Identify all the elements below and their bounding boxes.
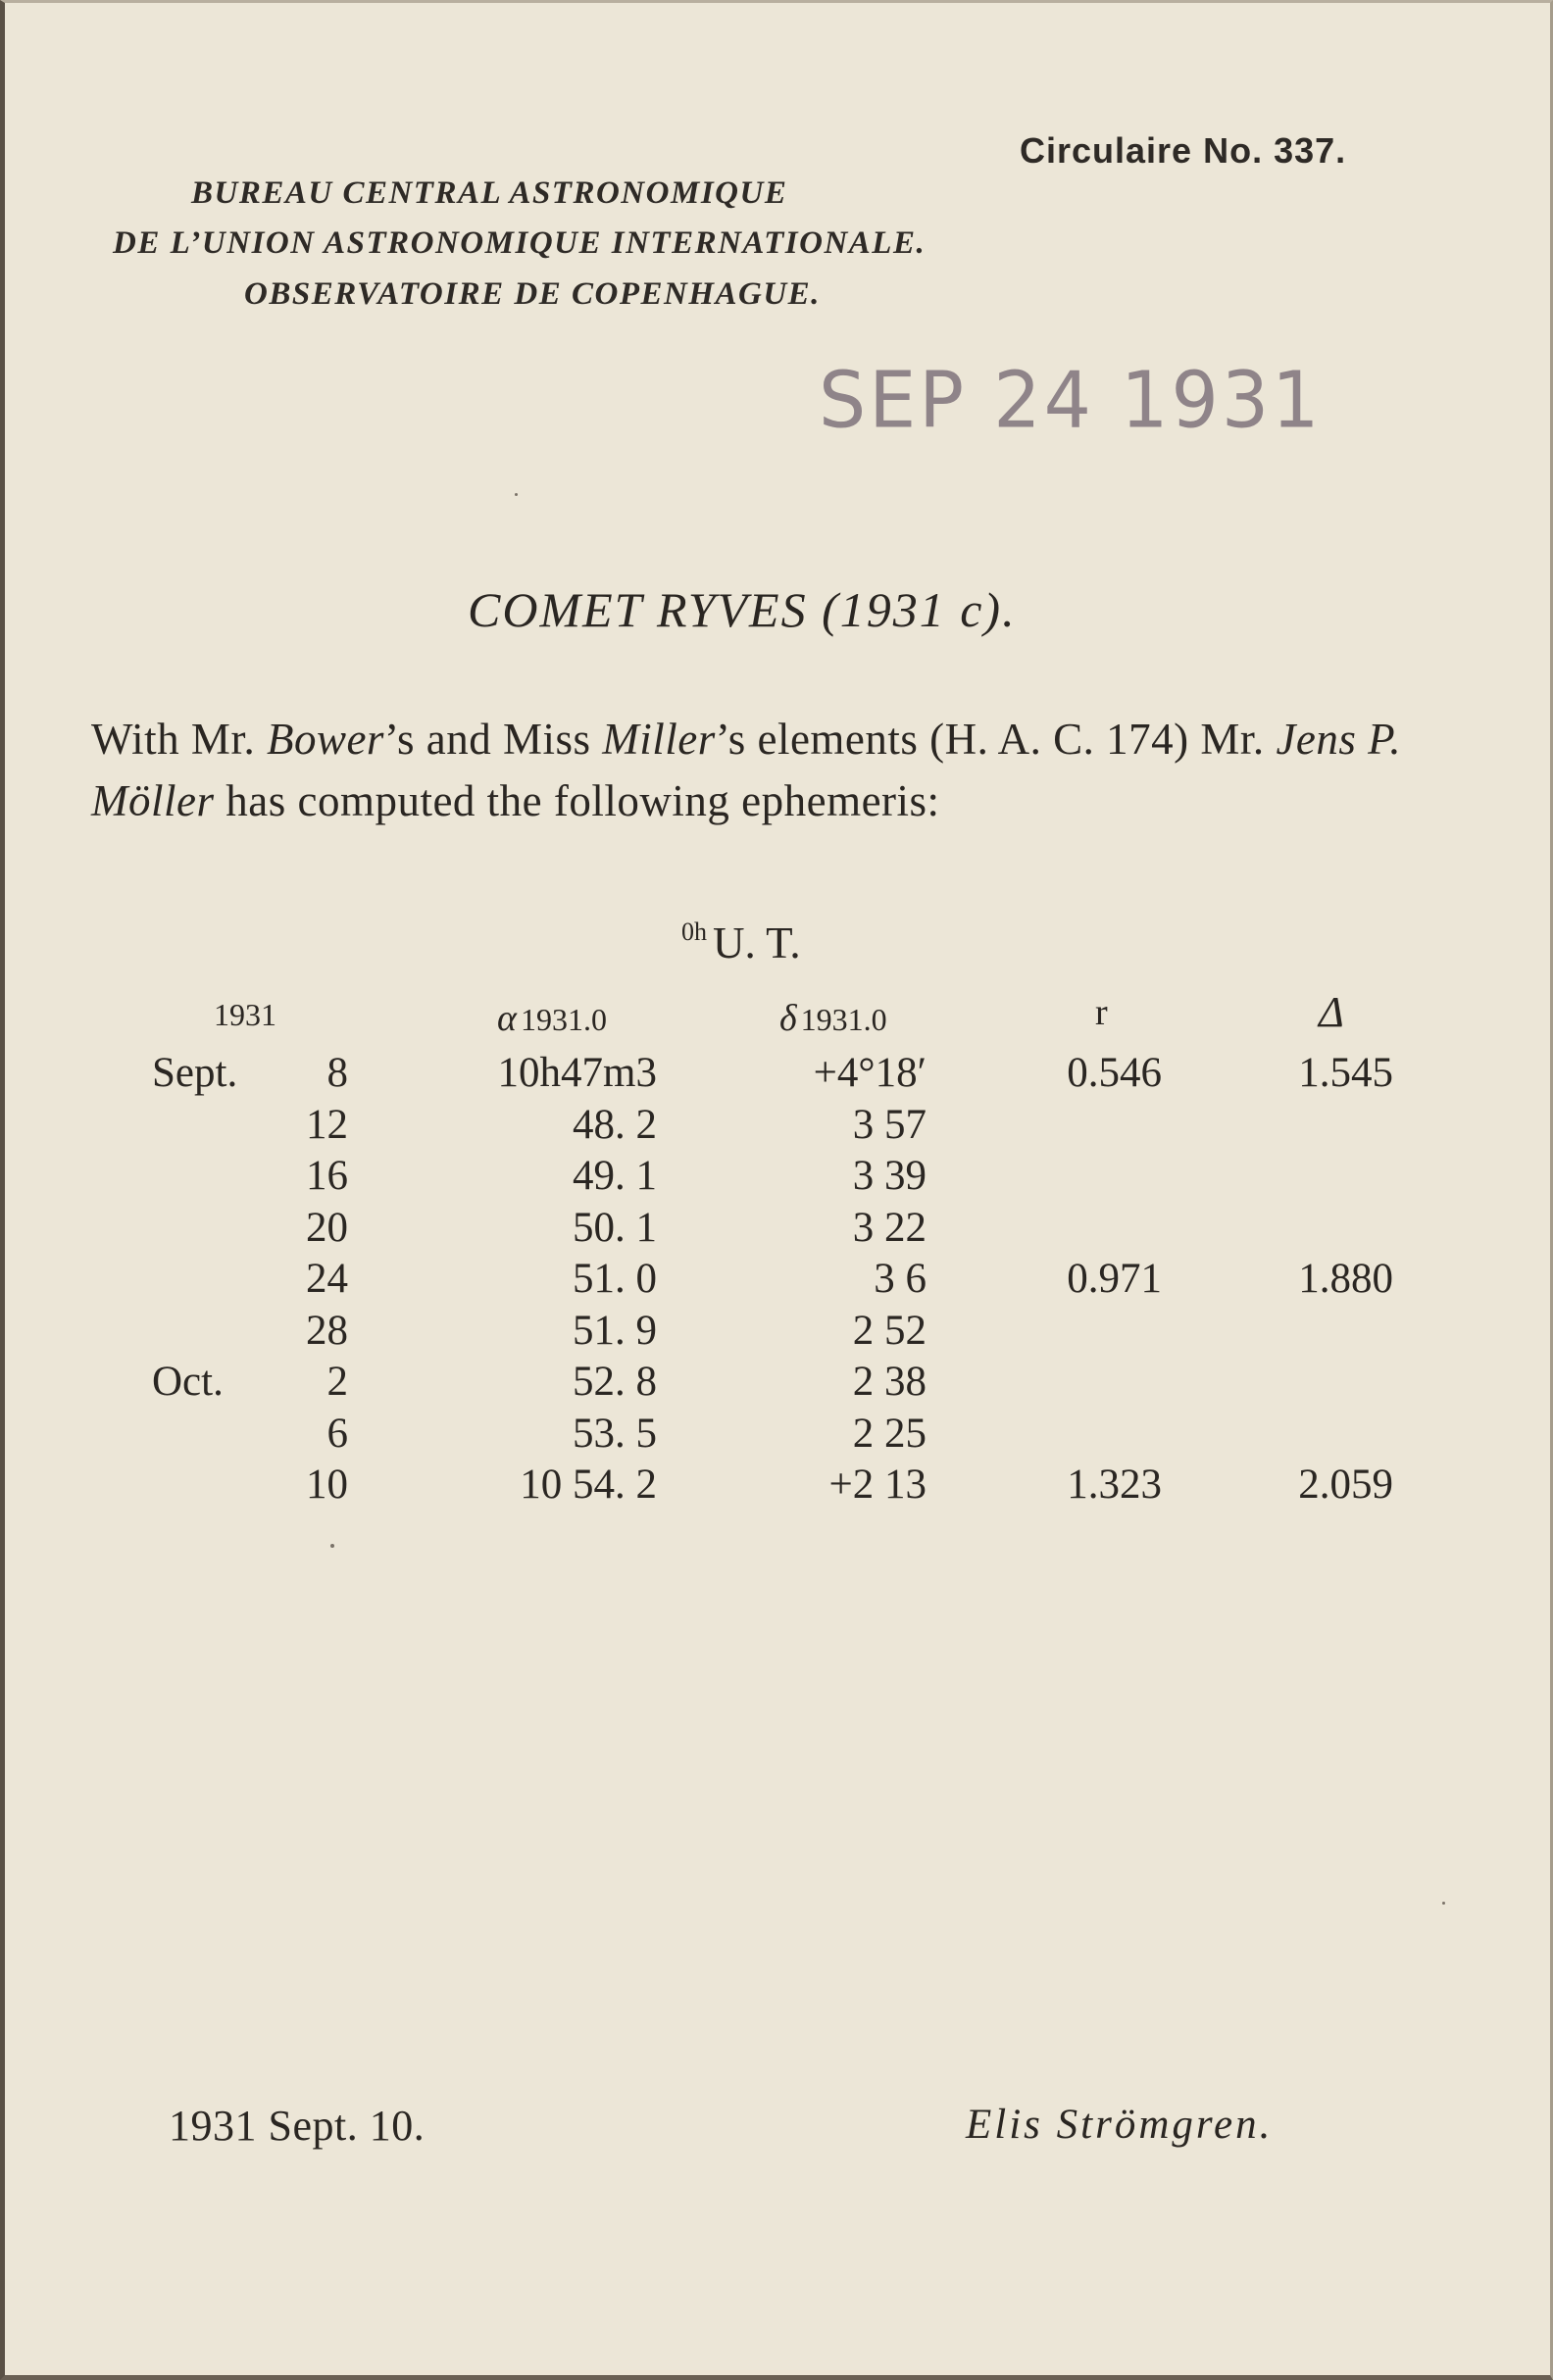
cell-day: 16 bbox=[306, 1153, 348, 1199]
time-label-text: U. T. bbox=[713, 918, 801, 967]
cell-dec: +2 13 bbox=[828, 1462, 927, 1508]
cell-delta: 1.880 bbox=[1298, 1256, 1393, 1302]
header-observatory: OBSERVATOIRE DE COPENHAGUE. bbox=[244, 276, 821, 312]
header-delta: Δ bbox=[1319, 988, 1344, 1036]
cell-ra: 10 54. 2 bbox=[520, 1462, 657, 1508]
name-miller: Miller bbox=[602, 715, 716, 764]
paper-speck bbox=[330, 1544, 334, 1548]
cell-month: Oct. bbox=[152, 1359, 224, 1405]
header-union: DE L’UNION ASTRONOMIQUE INTERNATIONALE. bbox=[113, 225, 927, 261]
body-text-2: ’s and Miss bbox=[383, 715, 603, 764]
ra-symbol: α bbox=[497, 998, 517, 1039]
cell-ra: 51. 0 bbox=[573, 1256, 657, 1302]
body-paragraph bbox=[91, 709, 1464, 832]
cell-day: 6 bbox=[326, 1410, 348, 1457]
cell-dec: 3 22 bbox=[852, 1204, 927, 1251]
time-label-hour: 0h bbox=[681, 917, 707, 946]
cell-day: 8 bbox=[326, 1050, 348, 1096]
cell-ra: 52. 8 bbox=[573, 1359, 657, 1405]
cell-r: 0.546 bbox=[1067, 1050, 1162, 1096]
page-title: COMET RYVES (1931 c). bbox=[468, 582, 1017, 637]
cell-day: 20 bbox=[306, 1204, 348, 1251]
name-bower: Bower bbox=[266, 715, 384, 764]
cell-dec: 2 52 bbox=[852, 1307, 927, 1354]
signature: Elis Strömgren. bbox=[966, 2102, 1274, 2148]
time-label bbox=[681, 917, 801, 968]
cell-day: 24 bbox=[306, 1256, 348, 1302]
header-ra bbox=[497, 997, 607, 1040]
cell-day: 10 bbox=[306, 1462, 348, 1508]
cell-day: 28 bbox=[306, 1307, 348, 1354]
cell-r: 1.323 bbox=[1067, 1462, 1162, 1508]
cell-dec: 3 6 bbox=[874, 1256, 927, 1302]
cell-month: Sept. bbox=[152, 1050, 238, 1096]
cell-dec: 2 25 bbox=[852, 1410, 927, 1457]
header-r: r bbox=[1095, 992, 1108, 1033]
cell-ra: 48. 2 bbox=[573, 1101, 657, 1148]
body-text-3: ’s elements (H. A. C. 174) Mr. bbox=[715, 715, 1277, 764]
cell-ra: 10h47m3 bbox=[497, 1050, 657, 1096]
dec-epoch: 1931.0 bbox=[800, 1002, 887, 1037]
cell-delta: 1.545 bbox=[1298, 1050, 1393, 1096]
cell-ra: 53. 5 bbox=[573, 1410, 657, 1457]
header-year: 1931 bbox=[214, 997, 276, 1032]
paper-speck bbox=[515, 493, 518, 496]
cell-ra: 51. 9 bbox=[573, 1307, 657, 1354]
header-bureau: BUREAU CENTRAL ASTRONOMIQUE bbox=[191, 175, 788, 211]
cell-ra: 50. 1 bbox=[573, 1204, 657, 1251]
header-dec bbox=[779, 997, 887, 1040]
cell-dec: 3 57 bbox=[852, 1101, 927, 1148]
cell-day: 12 bbox=[306, 1101, 348, 1148]
cell-dec: +4°18′ bbox=[813, 1050, 927, 1096]
cell-dec: 2 38 bbox=[852, 1359, 927, 1405]
cell-ra: 49. 1 bbox=[573, 1153, 657, 1199]
cell-day: 2 bbox=[326, 1359, 348, 1405]
cell-r: 0.971 bbox=[1067, 1256, 1162, 1302]
received-date-stamp: SEP 24 1931 bbox=[819, 353, 1323, 446]
body-text-1: With Mr. bbox=[91, 715, 267, 764]
body-text-4: has computed the following ephemeris: bbox=[214, 776, 940, 825]
issue-date: 1931 Sept. 10. bbox=[169, 2102, 426, 2150]
paper-speck bbox=[1442, 1902, 1445, 1905]
cell-dec: 3 39 bbox=[852, 1153, 927, 1199]
circular-number: Circulaire No. 337. bbox=[1020, 130, 1347, 171]
dec-symbol: δ bbox=[779, 998, 797, 1039]
name-moller: Jens P. Möller bbox=[91, 715, 1402, 825]
cell-delta: 2.059 bbox=[1298, 1462, 1393, 1508]
ra-epoch: 1931.0 bbox=[520, 1002, 607, 1037]
